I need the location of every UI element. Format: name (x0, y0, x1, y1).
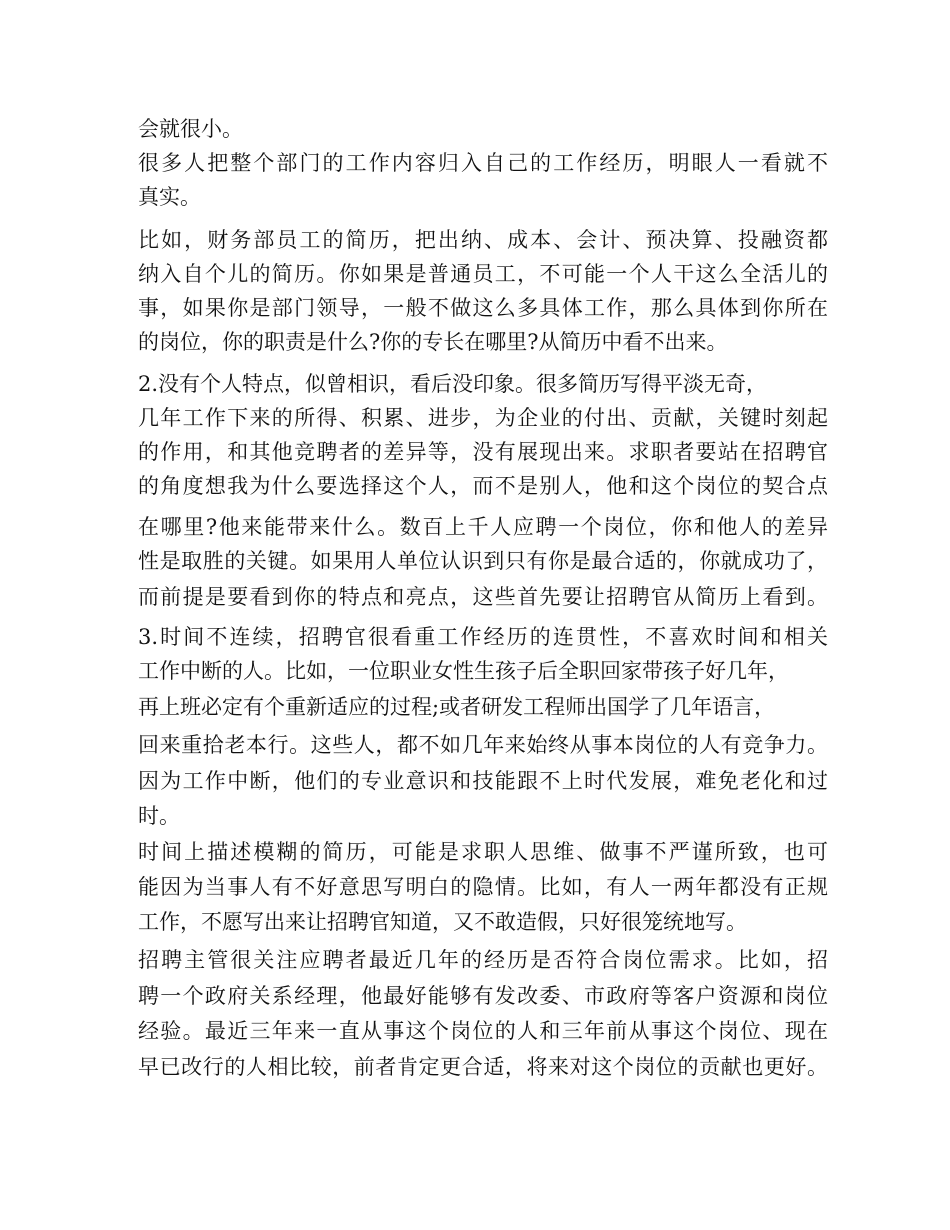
text-line: 工作，不愿写出来让招聘官知道，又不敢造假，只好很笼统地写。 (138, 910, 747, 934)
text-line: 3.时间不连续，招聘官很看重工作经历的连贯性，不喜欢时间和相关 (138, 625, 828, 649)
text-line: 时间上描述模糊的简历，可能是求职人思维、做事不严谨所致，也可 (138, 840, 828, 864)
text-line: 事，如果你是部门领导，一般不做这么多具体工作，那么具体到你所在 (138, 296, 828, 320)
text-line: 经验。最近三年来一直从事这个岗位的人和三年前从事这个岗位、现在 (138, 1019, 828, 1043)
text-line: 纳入自个儿的简历。你如果是普通员工，不可能一个人干这么全活儿的 (138, 262, 828, 286)
text-line: 再上班必定有个重新适应的过程;或者研发工程师出国学了几年语言， (138, 695, 776, 719)
text-line: 招聘主管很关注应聘者最近几年的经历是否符合岗位需求。比如，招 (138, 948, 828, 972)
text-line: 性是取胜的关键。如果用人单位认识到只有你是最合适的，你就成功了， (138, 549, 828, 573)
text-line: 回来重拾老本行。这些人，都不如几年来始终从事本岗位的人有竞争力。 (138, 733, 828, 757)
text-line: 会就很小。 (138, 117, 243, 141)
text-line: 很多人把整个部门的工作内容归入自己的工作经历，明眼人一看就不 (138, 151, 828, 175)
text-line: 工作中断的人。比如，一位职业女性生孩子后全职回家带孩子好几年， (138, 659, 789, 683)
text-line: 聘一个政府关系经理，他最好能够有发改委、市政府等客户资源和岗位 (138, 984, 828, 1008)
text-line: 的角度想我为什么要选择这个人，而不是别人，他和这个岗位的契合点 (138, 474, 828, 498)
text-line: 时。 (138, 804, 180, 828)
text-line: 而前提是要看到你的特点和亮点，这些首先要让招聘官从简历上看到。 (138, 585, 828, 609)
text-line: 的作用，和其他竞聘者的差异等，没有展现出来。求职者要站在招聘官 (138, 440, 828, 464)
text-line: 能因为当事人有不好意思写明白的隐情。比如，有人一两年都没有正规 (138, 875, 828, 899)
text-line: 比如，财务部员工的简历，把出纳、成本、会计、预决算、投融资都 (138, 228, 828, 252)
text-line: 几年工作下来的所得、积累、进步，为企业的付出、贡献，关键时刻起 (138, 406, 828, 430)
text-line: 在哪里?他来能带来什么。数百上千人应聘一个岗位，你和他人的差异 (138, 515, 828, 539)
text-line: 的岗位，你的职责是什么?你的专长在哪里?从简历中看不出来。 (138, 330, 728, 354)
text-line: 2.没有个人特点，似曾相识，看后没印象。很多简历写得平淡无奇， (138, 372, 768, 396)
text-line: 真实。 (138, 185, 201, 209)
text-line: 早已改行的人相比较，前者肯定更合适，将来对这个岗位的贡献也更好。 (138, 1055, 828, 1079)
text-line: 因为工作中断，他们的专业意识和技能跟不上时代发展，难免老化和过 (138, 769, 828, 793)
